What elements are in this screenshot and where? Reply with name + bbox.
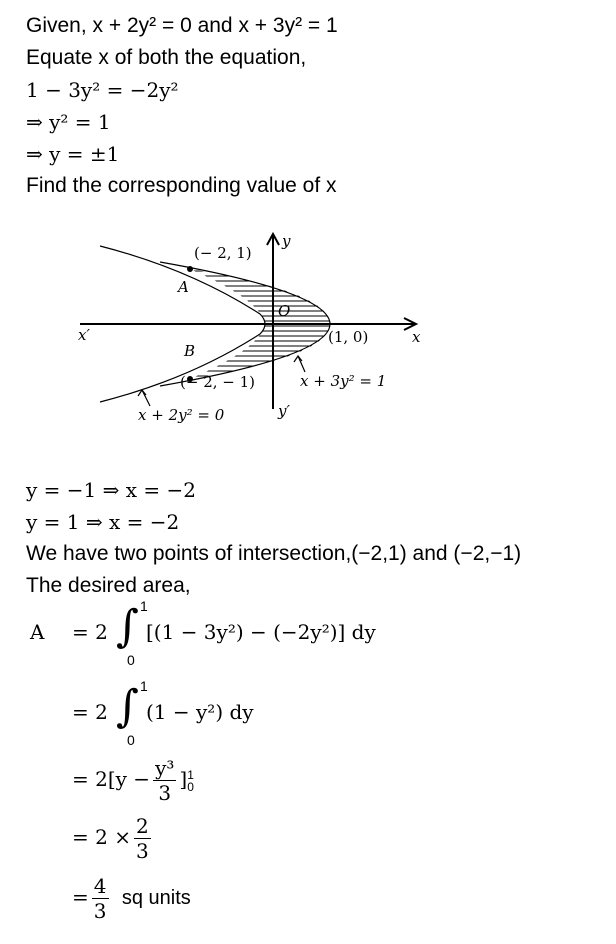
y-minus-one-line: y = −1 ⇒ x = −2 (26, 478, 196, 502)
label-a: A (178, 278, 189, 296)
eq1-body: [(1 − 3y²) − (−2y²)] dy (146, 620, 376, 644)
given-line: Given, x + 2y² = 0 and x + 3y² = 1 (26, 14, 338, 37)
desired-area-line: The desired area, (26, 574, 191, 597)
implies-y-line: ⇒ y = ±1 (26, 142, 120, 166)
eq5-expression (72, 874, 191, 923)
eq2-body: (1 − y²) dy (146, 700, 254, 724)
implies-y-squared-line: ⇒ y² = 1 (26, 110, 111, 134)
label-point-b: (− 2, − 1) (180, 373, 255, 391)
eq5-suffix: sq units (121, 887, 191, 909)
intersection-line: We have two points of intersection,(−2,1) and (−2,−1) (26, 542, 522, 565)
eq5-denominator: 3 (93, 899, 107, 923)
eq4-numerator: 2 (135, 814, 149, 838)
label-y: y (282, 232, 291, 250)
eq3-fraction (153, 756, 176, 805)
label-one-zero: (1, 0) (328, 328, 369, 346)
eq3-prefix: = 2[y − (72, 767, 151, 791)
y-one-line: y = 1 ⇒ x = −2 (26, 510, 180, 534)
find-x-line: Find the corresponding value of x (26, 174, 337, 197)
eq1-upper-limit: 1 (140, 598, 148, 614)
eq5-numerator: 4 (93, 874, 107, 898)
eq4-denominator: 3 (135, 839, 149, 863)
eq2-lower-limit: 0 (127, 732, 135, 748)
eq4-expression (72, 814, 154, 863)
eq1-prefix: = 2 (72, 620, 108, 644)
eq5-prefix: = (72, 885, 89, 909)
eq3-denominator: 3 (158, 781, 172, 805)
label-curve1: x + 3y² = 1 (300, 372, 387, 390)
point-a (187, 266, 193, 272)
curve1-pointer (298, 356, 305, 372)
integral-sign-2: ∫ (116, 681, 139, 732)
eq4-prefix: = 2 × (72, 825, 131, 849)
eq3-upper: 1 (187, 767, 194, 782)
eq3-suffix: ] (179, 767, 188, 791)
area-symbol: A (30, 620, 45, 644)
eq3-numerator: y³ (155, 756, 175, 780)
parabola-figure (60, 224, 430, 424)
label-b: B (184, 342, 196, 360)
eq3-expression (72, 756, 194, 805)
eq2-upper-limit: 1 (140, 678, 148, 694)
integral-sign-1: ∫ (116, 601, 139, 652)
eq3-lower: 0 (187, 779, 194, 794)
eq2-prefix: = 2 (72, 700, 108, 724)
parabola-graph (60, 224, 430, 424)
eq5-fraction (92, 874, 109, 923)
label-x-prime: x′ (78, 326, 90, 344)
label-x: x (412, 328, 421, 346)
equation-line: 1 − 3y² = −2y² (26, 78, 179, 102)
eq1-lower-limit: 0 (127, 652, 135, 668)
label-point-a: (− 2, 1) (194, 244, 252, 262)
equate-line: Equate x of both the equation, (26, 46, 307, 69)
eq4-fraction (134, 814, 151, 863)
label-y-prime: y′ (278, 402, 290, 420)
label-curve2: x + 2y² = 0 (138, 406, 225, 424)
label-origin: O (278, 302, 291, 320)
